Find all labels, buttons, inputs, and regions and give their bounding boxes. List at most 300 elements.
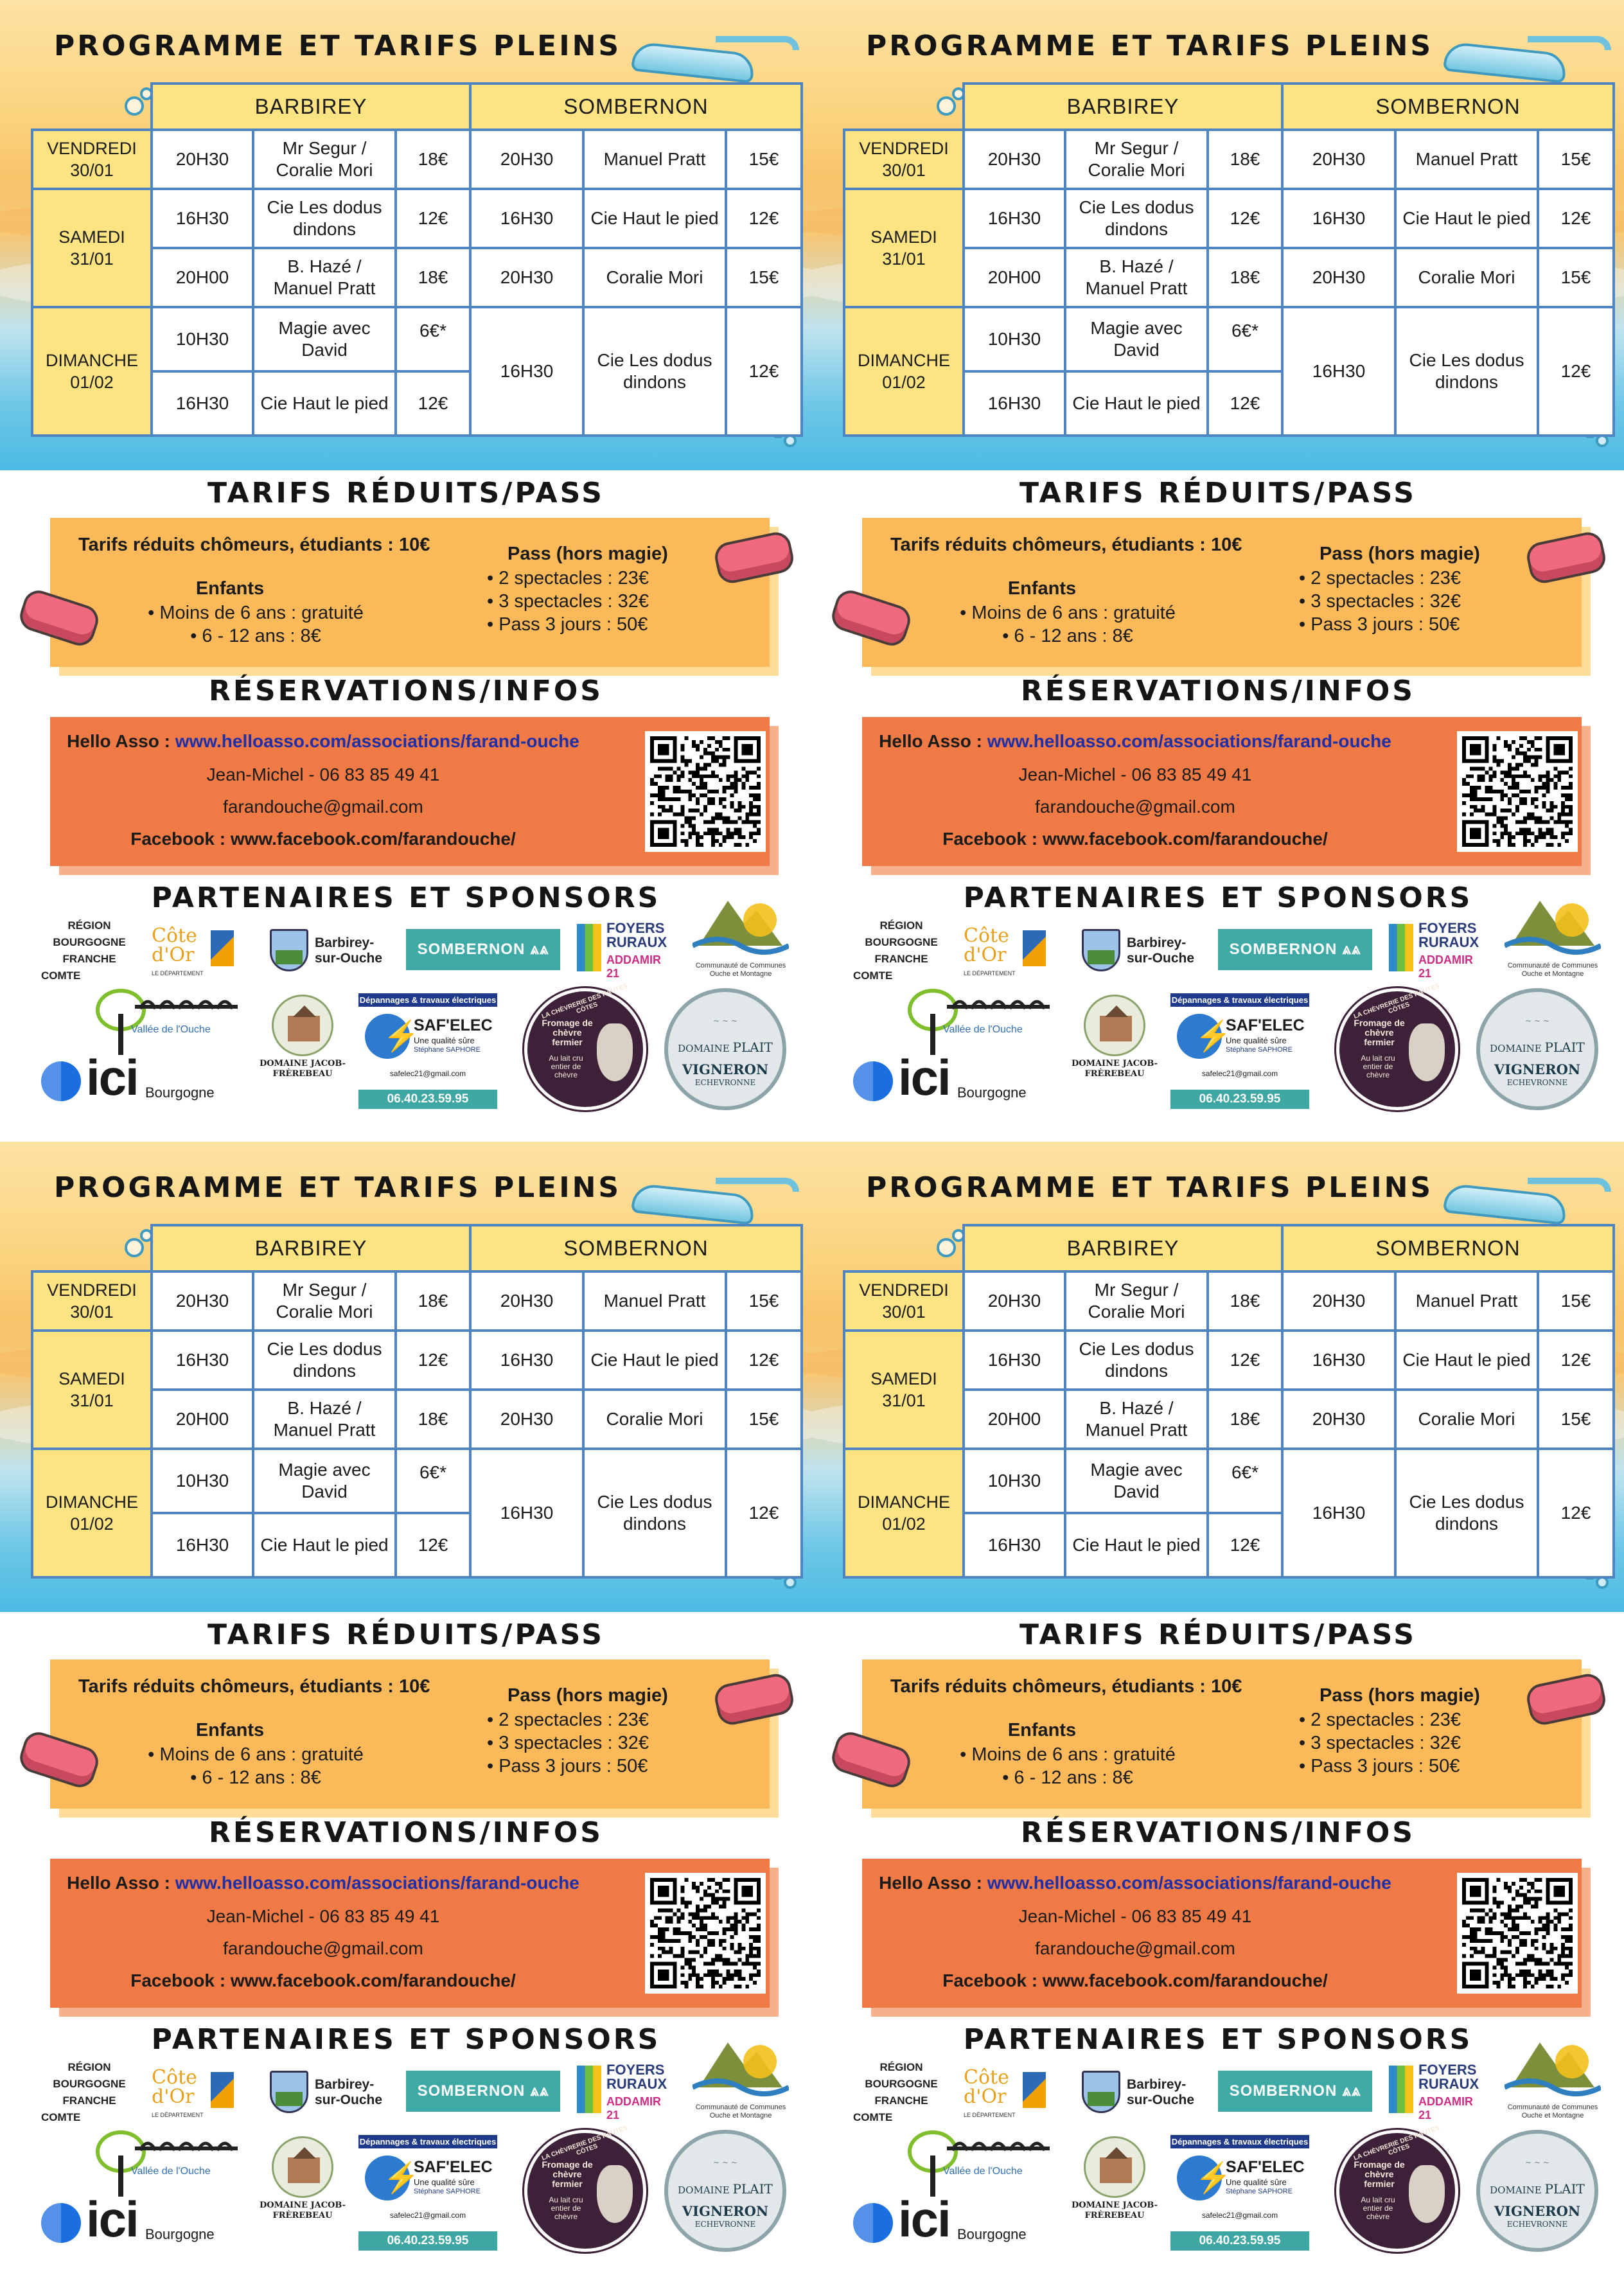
crown-icon: ⩓⩓	[1342, 2082, 1361, 2100]
safelec-logo: Dépannages & travaux électriques ⚡ SAF'ELEC Une qualité sûre Stéphane SAPHORE safelec21@gmail.com 06.40.23.59.95	[358, 2135, 497, 2254]
venue-header-barbirey: BARBIREY	[964, 84, 1282, 130]
reservations-box	[862, 1859, 1582, 2008]
show-cell: B. Hazé / Manuel Pratt	[1065, 1390, 1208, 1449]
time-cell: 20H30	[152, 1271, 253, 1331]
facebook-url[interactable]: www.facebook.com/farandouche/	[230, 829, 516, 849]
list-item: • 3 spectacles : 32€	[1299, 1733, 1461, 1753]
day-cell-saturday: SAMEDI 31/01	[844, 189, 964, 307]
domaine-jf-logo: DOMAINE JACOB-FRÈREBEAU	[254, 995, 351, 1084]
time-cell: 20H30	[1282, 1271, 1395, 1331]
pass-title: Pass (hors magie)	[508, 544, 668, 564]
show-cell: Coralie Mori	[583, 248, 726, 307]
chevrerie-logo: LA CHÈVRERIE DES HAUTES CÔTES Fromage de chèvre fermier Au lait cru entier de chèvre	[1336, 988, 1458, 1110]
helloasso-label: Hello Asso :	[879, 731, 987, 751]
price-cell: 12€	[1208, 189, 1282, 248]
goat-icon	[597, 1023, 633, 1081]
reservations-heading: RÉSERVATIONS/INFOS	[1021, 1816, 1415, 1849]
show-cell: Cie Les dodus dindons	[253, 1331, 396, 1390]
plait-logo: ~ ~ ~ DOMAINE PLAIT VIGNERON ECHEVRONNE	[1476, 988, 1598, 1110]
day-cell-saturday: SAMEDI 31/01	[32, 189, 152, 307]
partners-heading: PARTENAIRES ET SPONSORS	[963, 881, 1473, 914]
foyers-ruraux-logo: FOYERS RURAUX ADDAMIR 21	[577, 921, 673, 977]
show-cell: Manuel Pratt	[1395, 130, 1538, 189]
ici-circle-icon	[853, 2203, 893, 2243]
reduced-heading: TARIFS RÉDUITS/PASS	[1019, 1618, 1417, 1651]
communaute-logo: Communauté de Communes Ouche et Montagne	[1505, 2030, 1601, 2126]
helloasso-line	[50, 731, 596, 752]
show-cell: Mr Segur / Coralie Mori	[253, 1271, 396, 1331]
facebook-url[interactable]: www.facebook.com/farandouche/	[1042, 829, 1328, 849]
children-list	[140, 1743, 371, 1789]
sombernon-logo: SOMBERNON ⩓⩓	[406, 2071, 560, 2112]
vallee-logo: Vallée de l'Ouche	[907, 988, 1051, 1059]
price-cell: 12€	[1538, 1331, 1614, 1390]
shield-icon	[1082, 929, 1120, 971]
show-cell: Cie Haut le pied	[583, 189, 726, 248]
price-cell: 18€	[1208, 130, 1282, 189]
flag-icon	[211, 2072, 234, 2108]
children-list	[140, 601, 371, 648]
schedule-table	[843, 1224, 1615, 1579]
sombernon-logo: SOMBERNON ⩓⩓	[1218, 929, 1372, 970]
list-item: • 6 - 12 ans : 8€	[1002, 626, 1133, 646]
list-item: • 6 - 12 ans : 8€	[190, 626, 321, 646]
price-cell: 6€*	[1208, 1449, 1282, 1513]
flyer-card	[0, 0, 812, 1142]
programme-heading: PROGRAMME ET TARIFS PLEINS	[54, 1171, 622, 1204]
price-cell: 12€	[1538, 1449, 1614, 1577]
reduced-prices-box	[50, 1660, 770, 1809]
show-cell: Cie Les dodus dindons	[253, 189, 396, 248]
price-cell: 15€	[1538, 130, 1614, 189]
price-cell: 12€	[396, 371, 470, 436]
price-cell: 18€	[396, 130, 470, 189]
list-item: • 3 spectacles : 32€	[487, 1733, 649, 1753]
children-title: Enfants	[195, 1720, 265, 1740]
time-cell: 20H30	[470, 1390, 583, 1449]
schedule-table	[31, 1224, 803, 1579]
reduced-heading: TARIFS RÉDUITS/PASS	[1019, 477, 1417, 509]
price-cell: 18€	[1208, 248, 1282, 307]
show-cell: Mr Segur / Coralie Mori	[1065, 1271, 1208, 1331]
price-cell: 12€	[1208, 1331, 1282, 1390]
partner-logos	[0, 917, 812, 1136]
partner-logos	[812, 2059, 1624, 2278]
helloasso-label: Hello Asso :	[67, 1873, 175, 1893]
domaine-jf-logo: DOMAINE JACOB-FRÈREBEAU	[1066, 995, 1163, 1084]
time-cell: 16H30	[964, 371, 1065, 436]
list-item: • Moins de 6 ans : gratuité	[148, 603, 364, 623]
price-cell: 12€	[1208, 1513, 1282, 1577]
pass-list	[1299, 1708, 1461, 1778]
reservations-heading: RÉSERVATIONS/INFOS	[209, 1816, 603, 1849]
time-cell: 16H30	[152, 371, 253, 436]
plait-logo: ~ ~ ~ DOMAINE PLAIT VIGNERON ECHEVRONNE	[664, 988, 786, 1110]
time-cell: 10H30	[152, 1449, 253, 1513]
phone-line: Jean-Michel - 06 83 85 49 41	[1018, 1906, 1252, 1926]
list-item: • Moins de 6 ans : gratuité	[148, 1744, 364, 1765]
pass-title: Pass (hors magie)	[1320, 544, 1480, 564]
show-cell: B. Hazé / Manuel Pratt	[1065, 248, 1208, 307]
bars-icon	[1389, 2066, 1413, 2113]
venue-header-sombernon: SOMBERNON	[1282, 1225, 1614, 1271]
show-cell: Cie Haut le pied	[1395, 1331, 1538, 1390]
flyer-card	[812, 1142, 1624, 2284]
reduced-heading: TARIFS RÉDUITS/PASS	[207, 1618, 605, 1651]
price-cell: 6€*	[396, 307, 470, 371]
show-cell: Cie Les dodus dindons	[1065, 1331, 1208, 1390]
time-cell: 16H30	[152, 1331, 253, 1390]
show-cell: Cie Haut le pied	[1065, 371, 1208, 436]
ici-circle-icon	[41, 2203, 81, 2243]
reservations-heading: RÉSERVATIONS/INFOS	[1021, 675, 1415, 707]
region-logo: RÉGION BOURGOGNE FRANCHE COMTE	[853, 2061, 938, 2123]
foyers-ruraux-logo: FOYERS RURAUX ADDAMIR 21	[577, 2063, 673, 2118]
communaute-logo: Communauté de Communes Ouche et Montagne	[1505, 888, 1601, 984]
email-line[interactable]: farandouche@gmail.com	[1035, 797, 1235, 817]
day-cell-sunday: DIMANCHE 01/02	[32, 1449, 152, 1577]
children-list	[952, 601, 1183, 648]
facebook-label: Facebook :	[130, 1970, 231, 1990]
show-cell: Cie Les dodus dindons	[1395, 307, 1538, 436]
show-cell: Cie Haut le pied	[253, 371, 396, 436]
price-cell: 12€	[1208, 371, 1282, 436]
lightning-icon: ⚡	[1177, 2156, 1222, 2200]
helloasso-line	[50, 1873, 596, 1893]
partner-logos	[812, 917, 1624, 1136]
bars-icon	[577, 2066, 601, 2113]
flag-icon	[1023, 930, 1046, 966]
list-item: • Pass 3 jours : 50€	[487, 1756, 648, 1776]
time-cell: 16H30	[964, 189, 1065, 248]
show-cell: Magie avec David	[253, 1449, 396, 1513]
reduced-line: Tarifs réduits chômeurs, étudiants : 10€	[78, 535, 430, 555]
price-cell: 12€	[396, 1513, 470, 1577]
show-cell: Magie avec David	[1065, 307, 1208, 371]
castle-icon	[272, 995, 333, 1056]
flag-icon	[211, 930, 234, 966]
time-cell: 16H30	[1282, 189, 1395, 248]
crown-icon: ⩓⩓	[530, 941, 549, 958]
show-cell: Manuel Pratt	[583, 1271, 726, 1331]
ici-bourgogne-logo: ici Bourgogne	[853, 2197, 1059, 2254]
list-item: • 6 - 12 ans : 8€	[1002, 1767, 1133, 1788]
ici-bourgogne-logo: ici Bourgogne	[853, 1055, 1059, 1113]
list-item: • Pass 3 jours : 50€	[1299, 614, 1460, 635]
ici-circle-icon	[41, 1061, 81, 1101]
list-item: • Moins de 6 ans : gratuité	[960, 1744, 1176, 1765]
time-cell: 16H30	[470, 1331, 583, 1390]
list-item: • Pass 3 jours : 50€	[1299, 1756, 1460, 1776]
barbirey-logo: Barbirey-sur-Ouche	[1082, 929, 1210, 980]
time-cell: 20H00	[964, 248, 1065, 307]
price-cell: 12€	[1538, 189, 1614, 248]
mountain-icon	[1505, 2030, 1601, 2100]
vallee-logo: Vallée de l'Ouche	[907, 2130, 1051, 2200]
castle-icon	[1084, 2136, 1145, 2198]
flyer-card	[0, 1142, 812, 2284]
ici-circle-icon	[853, 1061, 893, 1101]
qr-code	[645, 1873, 766, 1994]
list-item: • 2 spectacles : 23€	[1299, 568, 1461, 589]
list-item: • 3 spectacles : 32€	[487, 591, 649, 612]
helloasso-line	[862, 1873, 1408, 1893]
helloasso-label: Hello Asso :	[67, 731, 175, 751]
show-cell: B. Hazé / Manuel Pratt	[253, 248, 396, 307]
bars-icon	[577, 924, 601, 971]
price-cell: 18€	[1208, 1271, 1282, 1331]
time-cell: 20H30	[470, 1271, 583, 1331]
day-cell-friday: VENDREDI 30/01	[844, 130, 964, 189]
goat-icon	[597, 2165, 633, 2223]
cotedor-logo: Côte d'Or LE DÉPARTEMENT	[152, 2068, 236, 2123]
plait-logo: ~ ~ ~ DOMAINE PLAIT VIGNERON ECHEVRONNE	[1476, 2130, 1598, 2252]
price-cell: 18€	[396, 1271, 470, 1331]
cotedor-logo: Côte d'Or LE DÉPARTEMENT	[964, 2068, 1048, 2123]
crown-icon: ⩓⩓	[530, 2082, 549, 2100]
helloasso-link[interactable]: www.helloasso.com/associations/farand-ouche	[987, 731, 1391, 751]
day-cell-sunday: DIMANCHE 01/02	[32, 307, 152, 436]
list-item: • 2 spectacles : 23€	[487, 568, 649, 589]
time-cell: 20H30	[1282, 1390, 1395, 1449]
cotedor-logo: Côte d'Or LE DÉPARTEMENT	[964, 926, 1048, 982]
pass-title: Pass (hors magie)	[508, 1685, 668, 1706]
time-cell: 16H30	[1282, 1449, 1395, 1577]
cotedor-logo: Côte d'Or LE DÉPARTEMENT	[152, 926, 236, 982]
phone-line: Jean-Michel - 06 83 85 49 41	[1018, 765, 1252, 784]
time-cell: 16H30	[152, 1513, 253, 1577]
venue-header-barbirey: BARBIREY	[964, 1225, 1282, 1271]
day-cell-friday: VENDREDI 30/01	[844, 1271, 964, 1331]
reservations-heading: RÉSERVATIONS/INFOS	[209, 675, 603, 707]
barbirey-logo: Barbirey-sur-Ouche	[270, 2071, 398, 2122]
crown-icon: ⩓⩓	[1342, 941, 1361, 958]
shower-head-icon	[632, 36, 799, 87]
reduced-line: Tarifs réduits chômeurs, étudiants : 10€	[890, 535, 1242, 555]
helloasso-link[interactable]: www.helloasso.com/associations/farand-ouche	[175, 1873, 579, 1893]
show-cell: Coralie Mori	[583, 1390, 726, 1449]
reservations-box	[50, 717, 770, 866]
children-title: Enfants	[1007, 1720, 1077, 1740]
facebook-line	[50, 1970, 596, 1991]
time-cell: 20H30	[964, 1271, 1065, 1331]
schedule-table	[843, 82, 1615, 437]
helloasso-link[interactable]: www.helloasso.com/associations/farand-ouche	[987, 1873, 1391, 1893]
reduced-line: Tarifs réduits chômeurs, étudiants : 10€	[78, 1676, 430, 1697]
shower-head-icon	[632, 1178, 799, 1229]
show-cell: Cie Les dodus dindons	[583, 307, 726, 436]
show-cell: Manuel Pratt	[1395, 1271, 1538, 1331]
reduced-line: Tarifs réduits chômeurs, étudiants : 10€	[890, 1676, 1242, 1697]
children-title: Enfants	[1007, 578, 1077, 599]
ici-bourgogne-logo: ici Bourgogne	[41, 1055, 247, 1113]
reservations-box	[862, 717, 1582, 866]
venue-header-barbirey: BARBIREY	[152, 1225, 470, 1271]
show-cell: Coralie Mori	[1395, 248, 1538, 307]
show-cell: Magie avec David	[253, 307, 396, 371]
communaute-logo: Communauté de Communes Ouche et Montagne	[693, 888, 789, 984]
domaine-jf-logo: DOMAINE JACOB-FRÈREBEAU	[254, 2136, 351, 2226]
phone-line: Jean-Michel - 06 83 85 49 41	[206, 1906, 440, 1926]
show-cell: Cie Haut le pied	[1065, 1513, 1208, 1577]
list-item: • Moins de 6 ans : gratuité	[960, 603, 1176, 623]
price-cell: 15€	[726, 130, 802, 189]
partners-heading: PARTENAIRES ET SPONSORS	[963, 2023, 1473, 2056]
programme-heading: PROGRAMME ET TARIFS PLEINS	[866, 1171, 1434, 1204]
time-cell: 10H30	[964, 1449, 1065, 1513]
show-cell: Cie Les dodus dindons	[1395, 1449, 1538, 1577]
show-cell: Cie Haut le pied	[1395, 189, 1538, 248]
lightning-icon: ⚡	[1177, 1014, 1222, 1059]
ici-bourgogne-logo: ici Bourgogne	[41, 2197, 247, 2254]
show-cell: Cie Les dodus dindons	[583, 1449, 726, 1577]
email-line[interactable]: farandouche@gmail.com	[1035, 1938, 1235, 1958]
show-cell: Mr Segur / Coralie Mori	[253, 130, 396, 189]
time-cell: 16H30	[1282, 1331, 1395, 1390]
chevrerie-logo: LA CHÈVRERIE DES HAUTES CÔTES Fromage de chèvre fermier Au lait cru entier de chèvre	[524, 988, 646, 1110]
sombernon-logo: SOMBERNON ⩓⩓	[1218, 2071, 1372, 2112]
day-cell-saturday: SAMEDI 31/01	[32, 1331, 152, 1449]
list-item: • 3 spectacles : 32€	[1299, 591, 1461, 612]
show-cell: Cie Haut le pied	[253, 1513, 396, 1577]
time-cell: 20H30	[470, 130, 583, 189]
chevrerie-logo: LA CHÈVRERIE DES HAUTES CÔTES Fromage de chèvre fermier Au lait cru entier de chèvre	[524, 2130, 646, 2252]
children-title: Enfants	[195, 578, 265, 599]
time-cell: 16H30	[470, 189, 583, 248]
price-cell: 12€	[396, 189, 470, 248]
price-cell: 15€	[726, 1271, 802, 1331]
pass-title: Pass (hors magie)	[1320, 1685, 1480, 1706]
facebook-line	[50, 829, 596, 849]
price-cell: 12€	[396, 1331, 470, 1390]
helloasso-link[interactable]: www.helloasso.com/associations/farand-ouche	[175, 731, 579, 751]
programme-heading: PROGRAMME ET TARIFS PLEINS	[54, 30, 622, 62]
qr-code	[1457, 1873, 1578, 1994]
reduced-prices-box	[50, 518, 770, 667]
facebook-line	[862, 1970, 1408, 1991]
pass-list	[487, 1708, 649, 1778]
children-list	[952, 1743, 1183, 1789]
foyers-ruraux-logo: FOYERS RURAUX ADDAMIR 21	[1389, 921, 1485, 977]
venue-header-sombernon: SOMBERNON	[1282, 84, 1614, 130]
communaute-logo: Communauté de Communes Ouche et Montagne	[693, 2030, 789, 2126]
time-cell: 20H30	[152, 130, 253, 189]
price-cell: 18€	[1208, 1390, 1282, 1449]
facebook-label: Facebook :	[130, 829, 231, 849]
price-cell: 12€	[726, 307, 802, 436]
price-cell: 15€	[726, 248, 802, 307]
goat-icon	[1409, 1023, 1445, 1081]
facebook-url[interactable]: www.facebook.com/farandouche/	[230, 1970, 516, 1990]
list-item: • 2 spectacles : 23€	[1299, 1710, 1461, 1730]
region-logo: RÉGION BOURGOGNE FRANCHE COMTE	[41, 919, 126, 982]
time-cell: 16H30	[152, 189, 253, 248]
time-cell: 10H30	[152, 307, 253, 371]
safelec-logo: Dépannages & travaux électriques ⚡ SAF'ELEC Une qualité sûre Stéphane SAPHORE safelec21@gmail.com 06.40.23.59.95	[358, 993, 497, 1113]
day-cell-friday: VENDREDI 30/01	[32, 1271, 152, 1331]
venue-header-sombernon: SOMBERNON	[470, 84, 802, 130]
goat-icon	[1409, 2165, 1445, 2223]
price-cell: 6€*	[1208, 307, 1282, 371]
facebook-url[interactable]: www.facebook.com/farandouche/	[1042, 1970, 1328, 1990]
phone-line: Jean-Michel - 06 83 85 49 41	[206, 765, 440, 784]
price-cell: 15€	[1538, 1390, 1614, 1449]
show-cell: Coralie Mori	[1395, 1390, 1538, 1449]
safelec-logo: Dépannages & travaux électriques ⚡ SAF'ELEC Une qualité sûre Stéphane SAPHORE safelec21@gmail.com 06.40.23.59.95	[1170, 2135, 1309, 2254]
show-cell: Magie avec David	[1065, 1449, 1208, 1513]
qr-code	[1457, 731, 1578, 852]
flag-icon	[1023, 2072, 1046, 2108]
price-cell: 18€	[396, 248, 470, 307]
time-cell: 16H30	[1282, 307, 1395, 436]
list-item: • Pass 3 jours : 50€	[487, 614, 648, 635]
show-cell: Manuel Pratt	[583, 130, 726, 189]
venue-header-barbirey: BARBIREY	[152, 84, 470, 130]
safelec-logo: Dépannages & travaux électriques ⚡ SAF'ELEC Une qualité sûre Stéphane SAPHORE safelec21@gmail.com 06.40.23.59.95	[1170, 993, 1309, 1113]
time-cell: 20H30	[1282, 130, 1395, 189]
time-cell: 16H30	[964, 1331, 1065, 1390]
partner-logos	[0, 2059, 812, 2278]
helloasso-line	[862, 731, 1408, 752]
region-logo: RÉGION BOURGOGNE FRANCHE COMTE	[853, 919, 938, 982]
lightning-icon: ⚡	[365, 2156, 410, 2200]
partners-heading: PARTENAIRES ET SPONSORS	[151, 2023, 661, 2056]
region-logo: RÉGION BOURGOGNE FRANCHE COMTE	[41, 2061, 126, 2123]
bars-icon	[1389, 924, 1413, 971]
price-cell: 12€	[726, 189, 802, 248]
time-cell: 16H30	[964, 1513, 1065, 1577]
facebook-label: Facebook :	[942, 829, 1043, 849]
facebook-label: Facebook :	[942, 1970, 1043, 1990]
show-cell: Cie Haut le pied	[583, 1331, 726, 1390]
time-cell: 20H30	[964, 130, 1065, 189]
price-cell: 12€	[726, 1331, 802, 1390]
partners-heading: PARTENAIRES ET SPONSORS	[151, 881, 661, 914]
show-cell: Cie Les dodus dindons	[1065, 189, 1208, 248]
time-cell: 10H30	[964, 307, 1065, 371]
mountain-icon	[693, 2030, 789, 2100]
schedule-table	[31, 82, 803, 437]
mountain-icon	[693, 888, 789, 959]
day-cell-saturday: SAMEDI 31/01	[844, 1331, 964, 1449]
time-cell: 20H30	[1282, 248, 1395, 307]
shield-icon	[270, 2071, 308, 2113]
plait-logo: ~ ~ ~ DOMAINE PLAIT VIGNERON ECHEVRONNE	[664, 2130, 786, 2252]
email-line[interactable]: farandouche@gmail.com	[223, 1938, 423, 1958]
price-cell: 6€*	[396, 1449, 470, 1513]
time-cell: 16H30	[470, 1449, 583, 1577]
lightning-icon: ⚡	[365, 1014, 410, 1059]
price-cell: 15€	[1538, 1271, 1614, 1331]
day-cell-sunday: DIMANCHE 01/02	[844, 307, 964, 436]
foyers-ruraux-logo: FOYERS RURAUX ADDAMIR 21	[1389, 2063, 1485, 2118]
chevrerie-logo: LA CHÈVRERIE DES HAUTES CÔTES Fromage de chèvre fermier Au lait cru entier de chèvre	[1336, 2130, 1458, 2252]
show-cell: Mr Segur / Coralie Mori	[1065, 130, 1208, 189]
reduced-prices-box	[862, 1660, 1582, 1809]
email-line[interactable]: farandouche@gmail.com	[223, 797, 423, 817]
castle-icon	[1084, 995, 1145, 1056]
list-item: • 6 - 12 ans : 8€	[190, 1767, 321, 1788]
helloasso-label: Hello Asso :	[879, 1873, 987, 1893]
time-cell: 20H00	[964, 1390, 1065, 1449]
venue-header-sombernon: SOMBERNON	[470, 1225, 802, 1271]
day-cell-sunday: DIMANCHE 01/02	[844, 1449, 964, 1577]
reservations-box	[50, 1859, 770, 2008]
mountain-icon	[1505, 888, 1601, 959]
time-cell: 20H00	[152, 248, 253, 307]
shield-icon	[1082, 2071, 1120, 2113]
castle-icon	[272, 2136, 333, 2198]
